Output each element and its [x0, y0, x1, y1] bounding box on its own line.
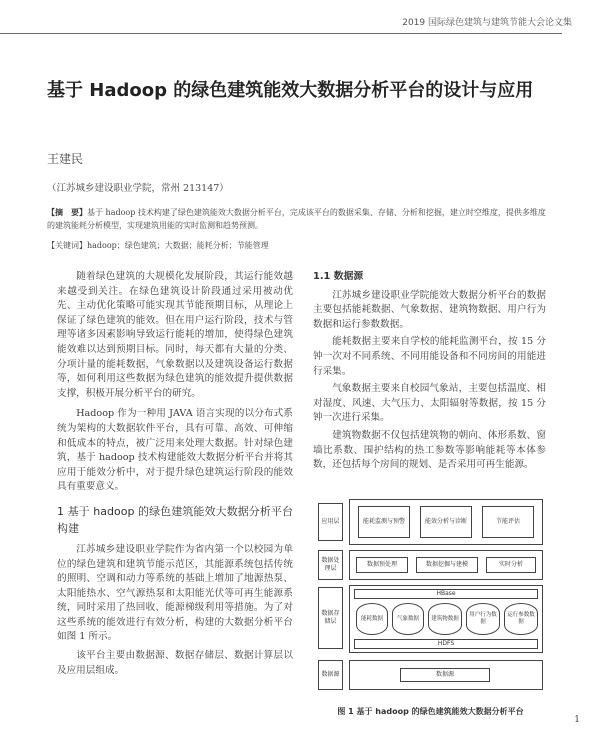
process-box: 数据挖掘与建模 — [416, 557, 478, 573]
app-box: 能耗监测与预警 — [358, 506, 410, 538]
paragraph: 气象数据主要来自校园气象站，主要包括温度、相对湿度、风速、大气压力、太阳辐射等数据，按 15 分钟一次进行采集。 — [313, 383, 546, 424]
header-rule — [0, 33, 562, 34]
storage-cylinder: 用户行为数据 — [466, 603, 500, 635]
body-column-right — [313, 270, 546, 473]
author-affiliation: （江苏城乡建设职业学院，常州 213147） — [47, 183, 229, 194]
layer-label-storage: 数据存储层 — [318, 587, 343, 649]
paragraph: Hadoop 作为一种用 JAVA 语言实现的以分布式系统为架构的大数据软件平台，具有可靠、高效、可伸缩和低成本的特点，被广泛用来处理大数据。针对绿色建筑，基于 hadoop 技术构建能效大数据分析平台并将其应用于能效分析中，对于提升绿色建筑运行阶段的能效具有重要意义。 — [57, 408, 293, 493]
source-frame — [349, 660, 543, 690]
storage-cylinder: 能耗数据 — [356, 603, 388, 635]
author-name: 王建民 — [47, 152, 84, 166]
paragraph: 建筑物数据不仅包括建筑物的朝向、体形系数、窗墙比系数、围护结构的热工参数等影响能耗等本体参数，还包括每个房间的规划、是否采用可再生能源。 — [313, 429, 546, 471]
figure-caption: 图 1 基于 hadoop 的绿色建筑能效大数据分析平台 — [337, 707, 524, 716]
paragraph: 随着绿色建筑的大规模化发展阶段，其运行能效越来越受到关注。在绿色建筑设计阶段通过采用被动优先、主动优化策略可能实现其节能预期目标，从理论上保证了绿色建筑的能效。但在用户运行阶段，技术与管理等诸多因素影响导致运行能耗的增加，使得绿色建筑能效难以达到预期目标。同时，每天都有大量的分类、分项计量的能耗数据，气象数据以及建筑设备运行数据等，如何利用这些数据为绿色建筑的能效提升提供数据支撑，积极开展分析平台的研究。 — [57, 271, 293, 399]
layer-label-source: 数据源 — [318, 660, 343, 690]
keywords — [47, 239, 553, 252]
source-box: 数据源 — [400, 668, 490, 682]
storage-frame — [349, 585, 543, 653]
hbase-bar: HBase — [354, 589, 538, 599]
layer-label-application: 应用层 — [318, 503, 343, 541]
keywords-label: 【关键词】 — [47, 241, 87, 250]
abstract — [47, 206, 553, 232]
paragraph: 江苏城乡建设职业学院能效大数据分析平台的数据主要包括能耗数据、气象数据、建筑物数据、用户行为数据和运行参数数据。 — [313, 289, 546, 330]
hdfs-bar: HDFS — [354, 639, 538, 649]
page-number: 1 — [574, 715, 580, 725]
abstract-label: 【摘 要】 — [47, 207, 87, 217]
paragraph: 能耗数据主要来自学校的能耗监测平台，按 15 分钟一次对不同系统、不同用能设备和不同房间的用能进行采集。 — [313, 336, 546, 377]
app-box: 节能评估 — [482, 506, 534, 538]
process-box: 实时分析 — [486, 557, 536, 573]
abstract-text: 基于 hadoop 技术构建了绿色建筑能效大数据分析平台，完成该平台的数据采集、存储、分析和挖掘，建立时空维度，提供多维度的建筑能耗分析模型，实现建筑用能的实时监测和趋势预测。 — [47, 208, 546, 230]
storage-cylinder: 建筑物数据 — [428, 603, 462, 635]
architecture-diagram — [313, 495, 548, 695]
storage-cylinder: 气象数据 — [392, 603, 424, 635]
body-column-left — [57, 270, 293, 678]
storage-cylinder: 运行参数数据 — [504, 603, 538, 635]
app-box: 能效分析与诊断 — [420, 506, 472, 538]
processing-frame — [349, 550, 543, 580]
running-header: 2019 国际绿色建筑与建筑节能大会论文集 — [402, 18, 572, 28]
paragraph: 该平台主要由数据源、数据存储层、数据计算层以及应用层组成。 — [57, 650, 293, 676]
application-frame — [349, 499, 543, 545]
process-box: 数据预处理 — [356, 557, 408, 573]
layer-label-processing: 数据处理层 — [318, 550, 343, 580]
subsection-heading: 1.1 数据源 — [313, 271, 364, 282]
keywords-text: hadoop；绿色建筑；大数据；能耗分析；节能管理 — [87, 241, 269, 250]
paragraph: 江苏城乡建设职业学院作为省内第一个以校园为单位的绿色建筑和建筑节能示范区，其能源系统包括传统的照明、空调和动力等系统的基础上增加了地源热泵、太阳能热水、空气源热泵和太阳能光伏等可再生能源系统，同时采用了热回收、能源梯级利用等措施。为了对这些系统的能效进行有效分析，构建的大数据分析平台如图 1 所示。 — [57, 543, 293, 643]
paper-title: 基于 Hadoop 的绿色建筑能效大数据分析平台的设计与应用 — [47, 80, 534, 101]
section-heading: 1 基于 hadoop 的绿色建筑能效大数据分析平台构建 — [57, 504, 293, 535]
